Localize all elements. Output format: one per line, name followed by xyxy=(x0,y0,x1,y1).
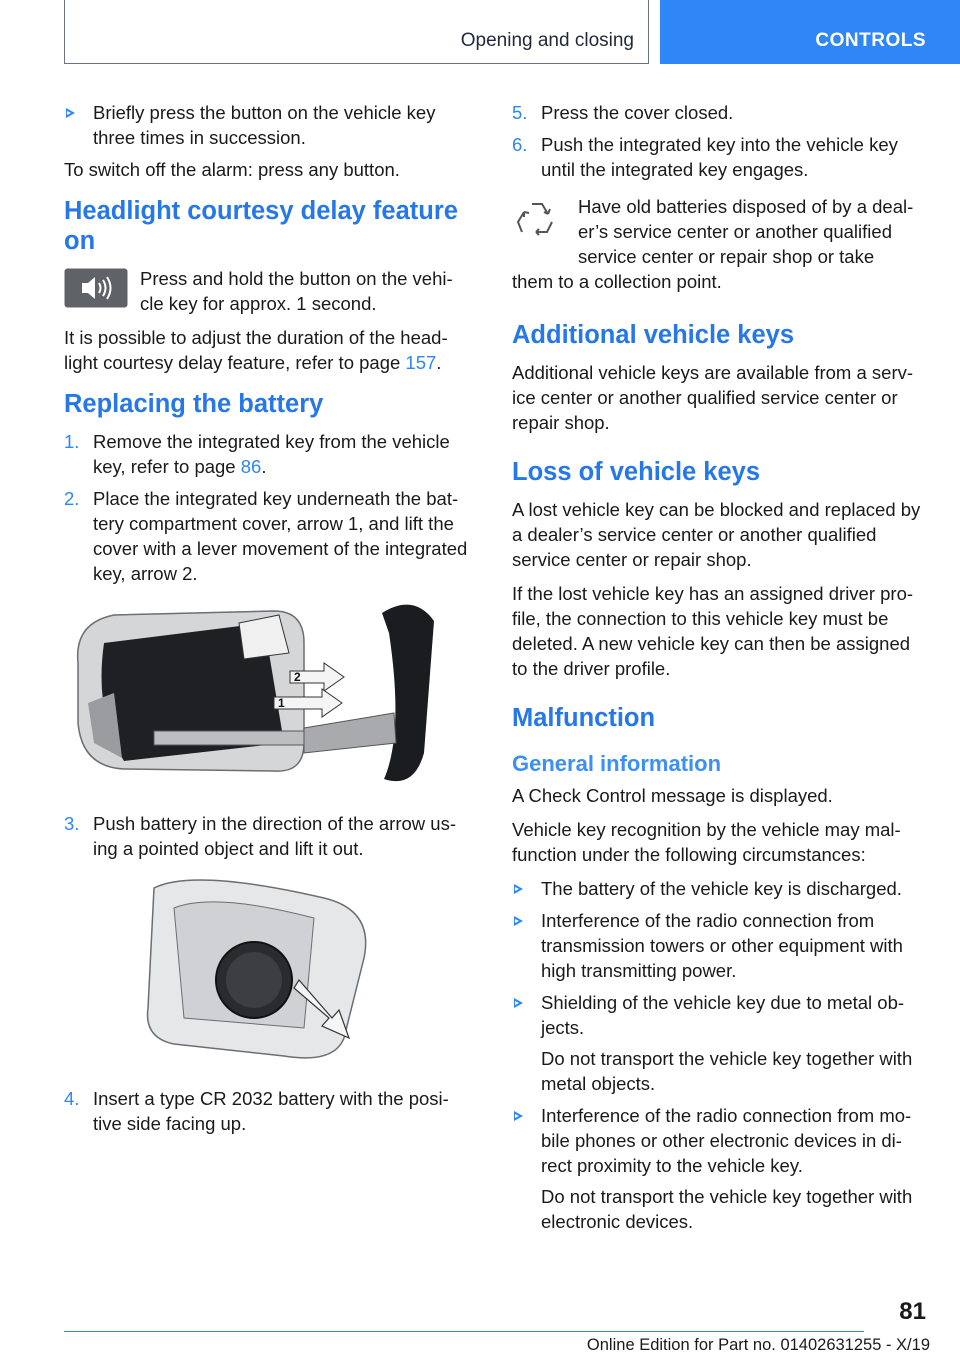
key-figure-battery xyxy=(64,868,476,1074)
headlight-adjust-text: It is possible to adjust the duration of the head-light courtesy delay feature, refer to page 157. xyxy=(64,327,448,373)
headlight-icon-row xyxy=(64,266,476,316)
list-item: 2. Place the integrated key underneath the bat-tery compartment cover, arrow 1, and lift the cover with a lever movement of the integrated key, arrow 2. xyxy=(64,488,468,584)
list-item: Interference of the radio connection from mo-bile phones or other electronic devices in di-rect proximity to the vehicle key. Do not transport the vehicle key together with electronic devices. xyxy=(512,1103,930,1234)
recycle-text-cont: them to a collection point. xyxy=(512,271,722,292)
bullet-note: Do not transport the vehicle key together with electronic devices. xyxy=(541,1186,913,1232)
header-chapter-box xyxy=(660,0,960,64)
arrow-label-2: 2 xyxy=(294,670,301,684)
list-item: Shielding of the vehicle key due to metal ob-jects. Do not transport the vehicle key together with metal objects. xyxy=(512,990,930,1096)
key-figure-open xyxy=(64,593,476,799)
step-number: 2. xyxy=(64,488,80,509)
footer-edition: Online Edition for Part no. 01402631255 - X/19 xyxy=(586,1336,930,1354)
right-column xyxy=(512,100,930,1241)
footer-divider xyxy=(64,1331,864,1332)
list-item: 5. Press the cover closed. xyxy=(512,102,734,123)
headlight-icon-text: Press and hold the button on the vehi-cle key for approx. 1 second. xyxy=(140,268,453,314)
loss-keys-heading: Loss of vehicle keys xyxy=(512,458,761,486)
general-info-text-1: A Check Control message is displayed. xyxy=(512,785,833,806)
list-item: Briefly press the button on the vehicle key three times in succession. xyxy=(64,100,476,150)
additional-keys-text: Additional vehicle keys are available from a serv-ice center or another qualified service center or repair shop. xyxy=(512,362,914,433)
list-item: Interference of the radio connection from transmission towers or other equipment with high transmitting power. xyxy=(512,908,930,983)
arrow-label-1: 1 xyxy=(278,696,285,710)
left-column xyxy=(64,100,476,1143)
additional-keys-heading: Additional vehicle keys xyxy=(512,321,795,349)
list-item: 3. Push battery in the direction of the arrow us-ing a pointed object and lift it out. xyxy=(64,813,456,859)
triangle-bullet-icon xyxy=(514,916,523,926)
loss-keys-text-2: If the lost vehicle key has an assigned driver pro-file, the connection to this vehicle key must be deleted. A new vehicle key can then be assigned to the driver profile. xyxy=(512,583,914,679)
recycle-note xyxy=(512,194,930,269)
page-link[interactable]: 86 xyxy=(240,456,262,477)
list-item: The battery of the vehicle key is discharged. xyxy=(512,876,930,901)
triangle-bullet-icon xyxy=(66,108,75,118)
recycle-text: Have old batteries disposed of by a deal-er’s service center or another qualified service center or repair shop or take xyxy=(578,196,914,267)
alarm-off-text: To switch off the alarm: press any button. xyxy=(64,159,400,180)
header-chapter-title: CONTROLS xyxy=(815,30,926,51)
list-item: 6. Push the integrated key into the vehicle key until the integrated key engages. xyxy=(512,134,898,180)
general-info-heading: General information xyxy=(512,751,722,776)
loss-keys-text-1: A lost vehicle key can be blocked and replaced by a dealer’s service center or another qualified service center or repair shop. xyxy=(512,499,921,570)
page-link[interactable]: 157 xyxy=(405,352,437,373)
triangle-bullet-icon xyxy=(514,884,523,894)
page-number: 81 xyxy=(899,1298,926,1325)
step-number: 5. xyxy=(512,102,528,123)
general-info-text-2: Vehicle key recognition by the vehicle may mal-function under the following circumstances: xyxy=(512,819,901,865)
step-number: 1. xyxy=(64,431,80,452)
header-section-title: Opening and closing xyxy=(460,30,634,51)
step-number: 3. xyxy=(64,813,80,834)
headlight-heading: Headlight courtesy delay feature on xyxy=(64,197,458,255)
recycle-icon xyxy=(512,196,562,252)
triangle-bullet-icon xyxy=(514,1111,523,1121)
headlight-button-icon xyxy=(64,268,128,314)
step-number: 6. xyxy=(512,134,528,155)
header-section-box xyxy=(64,0,649,64)
list-item: 4. Insert a type CR 2032 battery with the posi-tive side facing up. xyxy=(64,1088,449,1134)
battery-heading: Replacing the battery xyxy=(64,390,324,418)
bullet-note: Do not transport the vehicle key together with metal objects. xyxy=(541,1048,913,1094)
step-number: 4. xyxy=(64,1088,80,1109)
malfunction-heading: Malfunction xyxy=(512,704,656,732)
triangle-bullet-icon xyxy=(514,998,523,1008)
list-item: 1. Remove the integrated key from the vehicle key, refer to page 86. xyxy=(64,431,450,477)
